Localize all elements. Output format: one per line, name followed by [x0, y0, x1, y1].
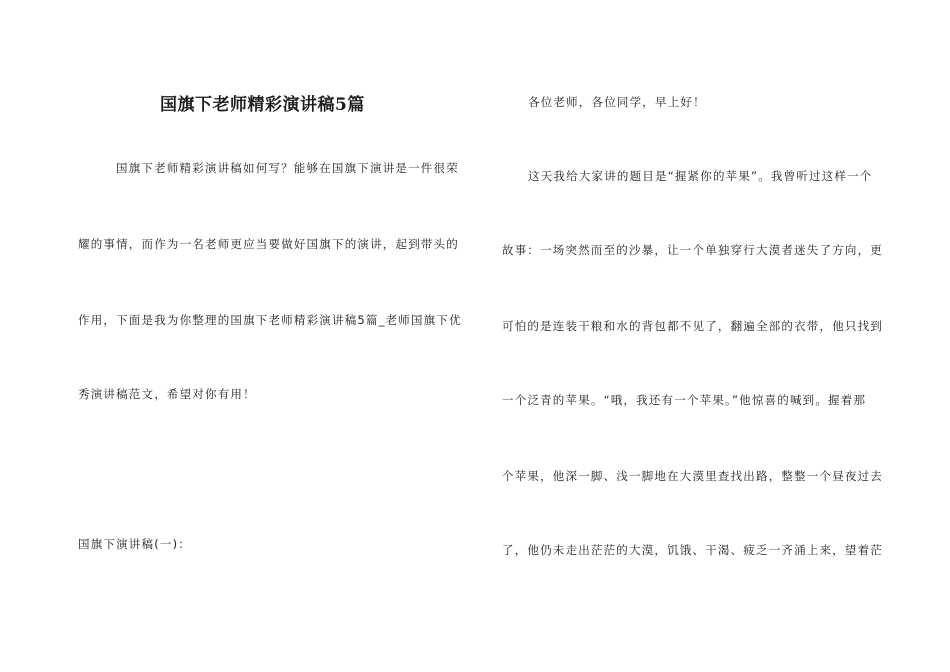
intro-line-1: 国旗下老师精彩演讲稿如何写？能够在国旗下演讲是一件很荣 [116, 161, 459, 175]
body-line-4: 可怕的是连装干粮和水的背包都不见了，翻遍全部的衣带，他只找到 [502, 319, 883, 333]
intro-line-4: 秀演讲稿范文，希望对你有用！ [78, 387, 256, 401]
intro-line-3: 作用，下面是我为你整理的国旗下老师精彩演讲稿5篇_老师国旗下优 [78, 313, 462, 327]
body-line-6: 个苹果，他深一脚、浅一脚地在大漠里查找出路，整整一个昼夜过去 [502, 469, 883, 483]
body-line-1: 各位老师，各位同学，早上好！ [528, 95, 706, 109]
body-line-7: 了，他仍未走出茫茫的大漠，饥饿、干渴、疲乏一齐涌上来，望着茫 [502, 543, 883, 557]
body-line-3: 故事：一场突然而至的沙暴，让一个单独穿行大漠者迷失了方向，更 [502, 243, 883, 257]
intro-line-2: 耀的事情，而作为一名老师更应当要做好国旗下的演讲，起到带头的 [78, 237, 459, 251]
body-line-5: 一个泛青的苹果。“哦，我还有一个苹果。”他惊喜的喊到。握着那 [502, 393, 867, 407]
body-line-2: 这天我给大家讲的题目是“握紧你的苹果”。我曾听过这样一个 [528, 169, 873, 183]
document-title: 国旗下老师精彩演讲稿5篇 [160, 95, 365, 115]
section-heading: 国旗下演讲稿(一)： [78, 537, 191, 551]
